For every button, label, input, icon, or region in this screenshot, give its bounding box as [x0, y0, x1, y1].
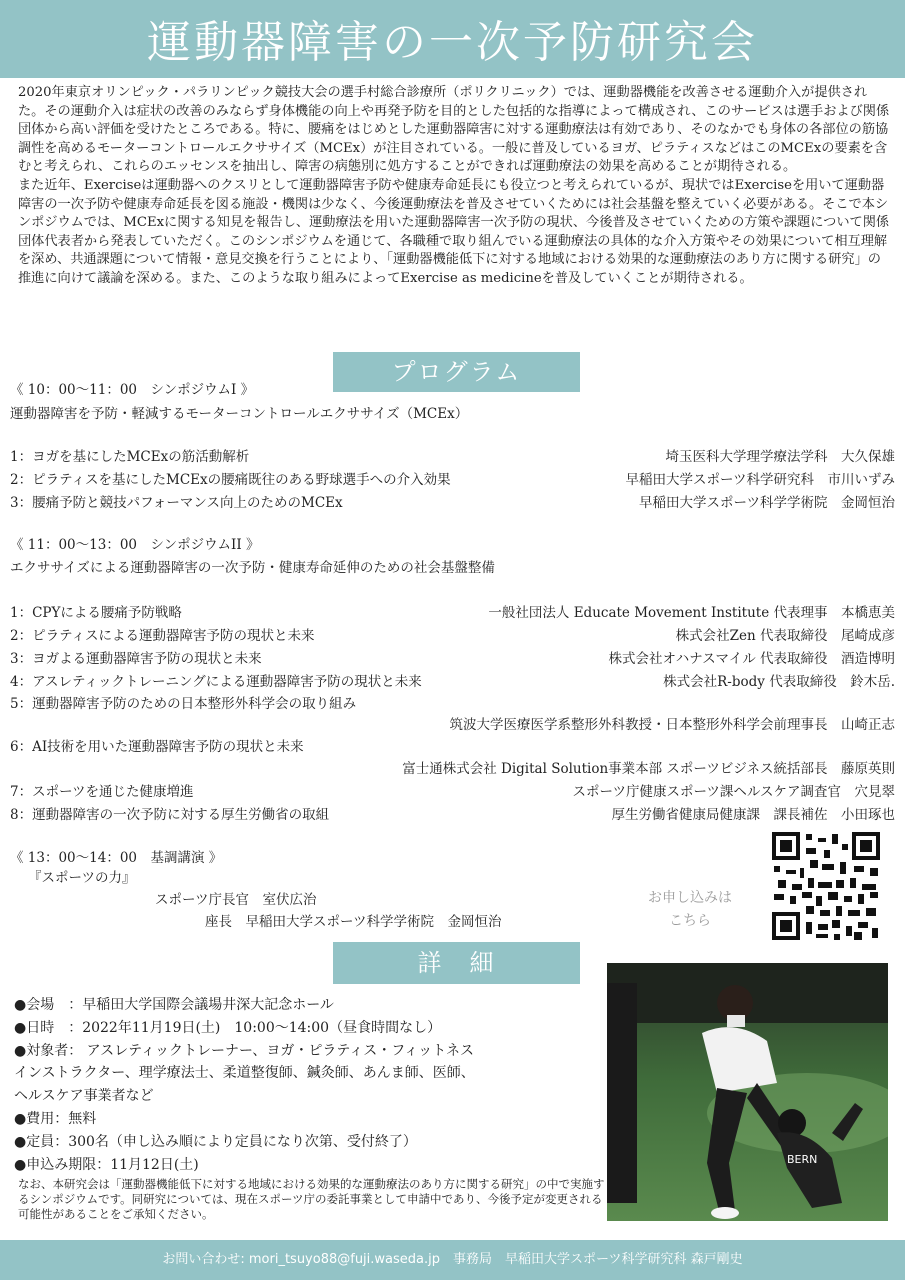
s2-talk-speaker: 株式会社Zen 代表取締役 尾崎成彦	[675, 628, 895, 644]
s1-talk-speaker: 埼玉医科大学理学療法学科 大久保雄	[665, 449, 895, 465]
s2-talk-title: 8：運動器障害の一次予防に対する厚生労働省の取組	[10, 807, 330, 823]
page-title: 運動器障害の一次予防研究会	[147, 17, 758, 68]
qr-code-graphic	[770, 830, 882, 942]
s2-talk-title: 3：ヨガよる運動器障害予防の現状と未来	[10, 651, 262, 667]
intro-paragraph-1: 2020年東京オリンピック・パラリンピック競技大会の選手村総合診療所（ポリクリニック）では、運動器機能を改善させる運動介入が提供された。その運動介入は症状の改善のみならず身体機能の向上や再発予防を目的とした包括的な指導によって構成され、このサービスは選手および関係団体から高い評価を受けたところである。特に、腰痛をはじめとした運動器障害に対する運動療法は有効であり、そのなかでも身体の各部位の筋協調性を高めるモーターコントロールエクササイズ（MCEx）が注目されている。一般に普及しているヨガ、ピラティスなどはこのMCExの要素を含むと考えられ、これらのエッセンスを抽出し、障害の病態別に処方することができれば運動療法の効果を高めることが期待される。	[18, 85, 890, 175]
detail-audience-cont: インストラクター、理学療法士、柔道整復師、鍼灸師、あんま師、医師、	[14, 1065, 475, 1081]
s2-talk-speaker: 厚生労働省健康局健康課 課長補佐 小田琢也	[611, 807, 895, 823]
program-heading: プログラム	[333, 352, 580, 392]
detail-fee: ●費用：無料	[14, 1111, 97, 1127]
detail-venue: ●会場 ：早稲田大学国際会議場井深大記念ホール	[14, 997, 334, 1013]
s2-talk-speaker: スポーツ庁健康スポーツ課ヘルスケア調査官 穴見翠	[572, 784, 895, 800]
symposium1-theme: 運動器障害を予防・軽減するモーターコントロールエクササイズ（MCEx）	[10, 406, 469, 422]
s2-talk-title: 4：アスレティックトレーニングによる運動器障害予防の現状と未来	[10, 674, 422, 690]
s1-talk-speaker: 早稲田大学スポーツ科学研究科 市川いずみ	[625, 472, 895, 488]
intro-paragraph-2: また近年、Exerciseは運動器へのクスリとして運動器障害予防や健康寿命延長にも役立つと考えられているが、現状ではExerciseを用いて運動器障害の一次予防や健康寿命延長を図る施設・機関は少なく、今後運動療法を普及させていくためには社会基盤を整えていく必要がある。そこで本シンポジウムでは、MCExに関する知見を報告し、運動療法を用いた運動器障害一次予防の現状、今後普及させていくための方策や課題について関係団体代表者から発表していただく。このシンポジウムを通じて、各職種で取り組んでいる運動療法の具体的な介入方策やその効果について相互理解を深め、共通課題について情報・意見交換を行うことにより、「運動器機能低下に対する地域における効果的な運動療法のあり方に関する研究」の推進に向けて議論を深める。また、このような取り組みによってExercise as medicineを普及していくことが期待される。	[18, 177, 890, 286]
keynote-title: 『スポーツの力』	[28, 870, 136, 886]
detail-capacity: ●定員：300名（申し込み順により定員になり次第、受付終了）	[14, 1134, 417, 1150]
symposium1-time: 《 10：00～11：00 シンポジウムI 》	[10, 382, 255, 398]
svg-text:BERN: BERN	[787, 1153, 818, 1166]
s2-talk-speaker: 筑波大学医療医学系整形外科教授・日本整形外科学会前理事長 山崎正志	[449, 717, 895, 733]
s2-talk-speaker: 株式会社R-body 代表取締役 鈴木岳.	[663, 674, 895, 690]
s2-talk-title: 7：スポーツを通じた健康増進	[10, 784, 194, 800]
keynote-chair: 座長 早稲田大学スポーツ科学学術院 金岡恒治	[205, 914, 502, 930]
details-heading: 詳 細	[333, 942, 580, 984]
detail-deadline: ●申込み期限：11月12日(土)	[14, 1157, 199, 1173]
s1-talk-speaker: 早稲田大学スポーツ科学学術院 金岡恒治	[639, 495, 895, 511]
apply-label-2: こちら	[669, 913, 711, 929]
s2-talk-title: 1：CPYによる腰痛予防戦略	[10, 605, 182, 621]
keynote-speaker: スポーツ庁長官 室伏広治	[155, 892, 317, 908]
s1-talk-title: 3：腰痛予防と競技パフォーマンス向上のためのMCEx	[10, 495, 343, 511]
intro-text	[18, 84, 890, 289]
photo-trainer-with-athlete	[607, 963, 888, 1221]
s2-talk-speaker: 一般社団法人 Educate Movement Institute 代表理事 本橋恵美	[488, 605, 895, 621]
s2-talk-title: 6：AI技術を用いた運動器障害予防の現状と未来	[10, 739, 304, 755]
s2-talk-speaker: 富士通株式会社 Digital Solution事業本部 スポーツビジネス統括部長 藤原英則	[402, 761, 895, 777]
detail-audience-cont: ヘルスケア事業者など	[14, 1088, 154, 1104]
s2-talk-title: 5：運動器障害予防のための日本整形外科学会の取り組み	[10, 696, 357, 712]
detail-date: ●日時 ：2022年11月19日(土) 10:00～14:00（昼食時間なし）	[14, 1020, 442, 1036]
detail-audience: ●対象者： アスレティックトレーナー、ヨガ・ピラティス・フィットネス	[14, 1043, 475, 1059]
footer-contact: お問い合わせ: mori_tsuyo88@fuji.waseda.jp 事務局 早稲田大学スポーツ科学研究科 森戸剛史	[0, 1240, 905, 1280]
symposium2-theme: エクササイズによる運動器障害の一次予防・健康寿命延伸のための社会基盤整備	[10, 560, 495, 576]
qr-code[interactable]	[770, 830, 882, 942]
detail-note: なお、本研究会は「運動器機能低下に対する地域における効果的な運動療法のあり方に関する研究」の中で実施するシンポジウムです。同研究については、現在スポーツ庁の委託事業として申請中であり、今後予定が変更される可能性があることをご承知ください。	[18, 1177, 605, 1221]
s2-talk-title: 2：ピラティスによる運動器障害予防の現状と未来	[10, 628, 315, 644]
apply-label-1: お申し込みは	[648, 890, 732, 906]
s1-talk-title: 2：ピラティスを基にしたMCExの腰痛既往のある野球選手への介入効果	[10, 472, 451, 488]
symposium2-time: 《 11：00～13：00 シンポジウムII 》	[10, 537, 260, 553]
s1-talk-title: 1：ヨガを基にしたMCExの筋活動解析	[10, 449, 250, 465]
keynote-time: 《 13：00～14：00 基調講演 》	[10, 850, 223, 866]
s2-talk-speaker: 株式会社オハナスマイル 代表取締役 酒造博明	[608, 651, 895, 667]
